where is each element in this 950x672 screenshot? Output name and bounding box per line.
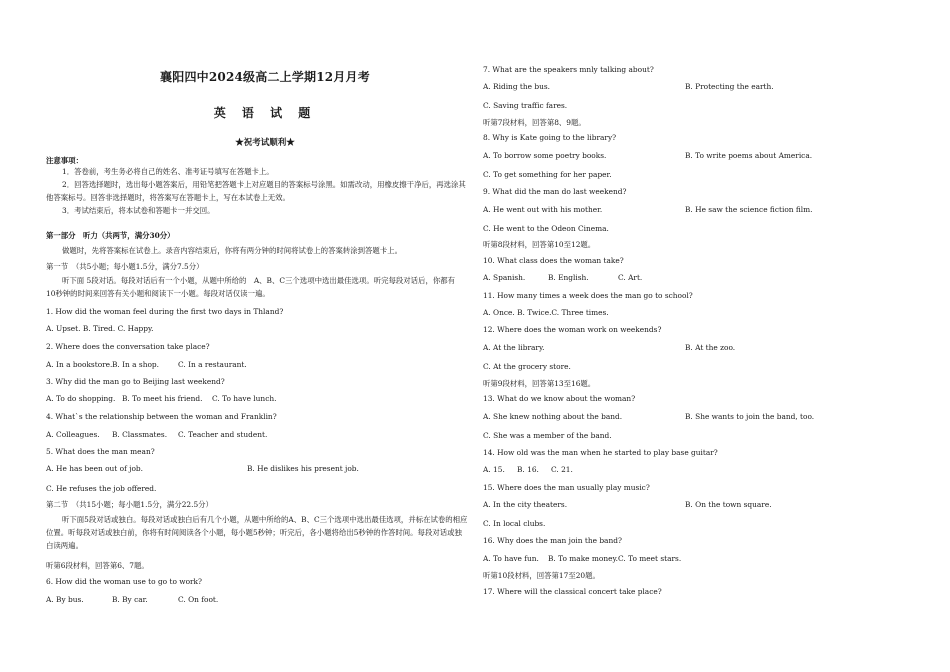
- question-1-options: A. Upset. B. Tired. C. Happy.: [46, 324, 154, 333]
- question-8-option-b: B. To write poems about America.: [685, 151, 813, 160]
- listen-7-instruction: 听第7段材料，回答第8、9题。: [483, 118, 586, 127]
- question-4: 4. What`s the relationship between the woman and Franklin?: [46, 412, 277, 421]
- question-4-option-b: B. Classmates.: [112, 430, 168, 439]
- question-15-option-c: C. In local clubs.: [483, 519, 546, 528]
- question-7-option-c: C. Saving traffic fares.: [483, 101, 568, 110]
- question-12-option-c: C. At the grocery store.: [483, 362, 571, 371]
- question-3-option-c: C. To have lunch.: [212, 394, 277, 403]
- notes-item-2: 2．回答选择题时，选出每小题答案后，用铅笔把答题卡上对应题目的答案标号涂黑。如需改动，用橡皮擦干净后，再选涂其他答案标号。回答非选择题时，将答案写在答题卡上，写在本试卷上无效。: [46, 180, 466, 202]
- question-15-option-b: B. On the town square.: [685, 500, 772, 509]
- question-17: 17. Where will the classical concert take place?: [483, 587, 662, 596]
- question-5-option-c: C. He refuses the job offered.: [46, 484, 157, 493]
- part1-heading: 第一部分 听力（共两节，满分30分）: [46, 231, 175, 240]
- listen-9-instruction: 听第9段材料，回答第13至16题。: [483, 379, 596, 388]
- question-5-option-a: A. He has been out of job.: [46, 464, 143, 473]
- question-6-option-c: C. On foot.: [178, 595, 219, 604]
- question-8-option-c: C. To get something for her paper.: [483, 170, 612, 179]
- question-16-option-a: A. To have fun.: [483, 554, 539, 563]
- question-11-options: A. Once. B. Twice.C. Three times.: [483, 308, 609, 317]
- question-9-option-b: B. He saw the science fiction film.: [685, 205, 813, 214]
- listen-10-instruction: 听第10段材料，回答第17至20题。: [483, 571, 600, 580]
- question-10: 10. What class does the woman take?: [483, 256, 624, 265]
- question-14-option-b: B. 16.: [517, 465, 539, 474]
- question-11: 11. How many times a week does the man go to school?: [483, 291, 693, 300]
- question-15: 15. Where does the man usually play music?: [483, 483, 650, 492]
- listen-6-instruction: 听第6段材料，回答第6、7题。: [46, 561, 149, 570]
- question-6-option-b: B. By car.: [112, 595, 148, 604]
- question-9: 9. What did the man do last weekend?: [483, 187, 627, 196]
- question-15-option-a: A. In the city theaters.: [483, 500, 568, 509]
- part1-intro: 做题时，先将答案标在试卷上。录音内容结束后，你将有两分钟的时间将试卷上的答案转涂到答题卡上。: [62, 246, 402, 255]
- question-6-option-a: A. By bus.: [46, 595, 84, 604]
- section2-heading: 第二节 （共15小题；每小题1.5分，满分22.5分）: [46, 500, 213, 509]
- exam-wish: ★祝考试顺利★: [235, 138, 295, 148]
- question-10-option-b: B. English.: [548, 273, 589, 282]
- question-9-option-c: C. He went to the Odeon Cinema.: [483, 224, 609, 233]
- question-5: 5. What does the man mean?: [46, 447, 155, 456]
- question-8: 8. Why is Kate going to the library?: [483, 133, 617, 142]
- question-13-option-a: A. She knew nothing about the band.: [483, 412, 623, 421]
- section1-heading: 第一节 （共5小题；每小题1.5分，满分7.5分）: [46, 262, 204, 271]
- question-12-option-b: B. At the zoo.: [685, 343, 736, 352]
- question-10-option-a: A. Spanish.: [483, 273, 526, 282]
- question-14-option-c: C. 21.: [551, 465, 573, 474]
- question-9-option-a: A. He went out with his mother.: [483, 205, 603, 214]
- question-2: 2. Where does the conversation take place?: [46, 342, 210, 351]
- question-14: 14. How old was the man when he started to play base guitar?: [483, 448, 718, 457]
- question-10-option-c: C. Art.: [618, 273, 643, 282]
- question-7-option-b: B. Protecting the earth.: [685, 82, 774, 91]
- question-13-option-c: C. She was a member of the band.: [483, 431, 612, 440]
- question-7: 7. What are the speakers mnly talking about?: [483, 65, 654, 74]
- question-2-option-b: B. In a shop.: [112, 360, 159, 369]
- section1-intro: 听下面 5段对话。每段对话后有一个小题，从题中所给的 A、B、C三个选项中选出最佳选项。听完每段对话后，你都有 10秒钟的时间来回答有关小题和阅读下一小题。每段对话仅读一遍。: [46, 276, 463, 298]
- question-16-option-bc: B. To make money.C. To meet stars.: [548, 554, 682, 563]
- question-1: 1. How did the woman feel during the first two days in Thland?: [46, 307, 284, 316]
- question-12-option-a: A. At the library.: [483, 343, 545, 352]
- question-4-option-a: A. Colleagues.: [46, 430, 100, 439]
- question-8-option-a: A. To borrow some poetry books.: [483, 151, 607, 160]
- question-12: 12. Where does the woman work on weekends?: [483, 325, 662, 334]
- question-16: 16. Why does the man join the band?: [483, 536, 622, 545]
- exam-subject: 英 语 试 题: [213, 106, 317, 120]
- section2-intro: 听下面5段对话或独白。每段对话或独白后有几个小题，从题中所给的A、B、C三个选项中选出最佳选项，并标在试卷的相应位置。听每段对话或独白前，你将有时间阅读各个小题，每小题5秒钟；听完后，各小题将给出5秒钟的作答时间。每段对话或独白读两遍。: [46, 515, 468, 550]
- question-6: 6. How did the woman use to go to work?: [46, 577, 202, 586]
- question-14-option-a: A. 15.: [483, 465, 505, 474]
- notes-item-1: 1．答卷前，考生务必将自己的姓名、准考证号填写在答题卡上。: [62, 167, 274, 176]
- question-7-option-a: A. Riding the bus.: [483, 82, 550, 91]
- question-4-option-c: C. Teacher and student.: [178, 430, 268, 439]
- question-2-option-c: C. In a restaurant.: [178, 360, 247, 369]
- question-13: 13. What do we know about the woman?: [483, 394, 636, 403]
- listen-8-instruction: 听第8段材料，回答第10至12题。: [483, 240, 596, 249]
- question-3: 3. Why did the man go to Beijing last weekend?: [46, 377, 225, 386]
- question-2-option-a: A. In a bookstore.: [46, 360, 113, 369]
- question-5-option-b: B. He dislikes his present job.: [247, 464, 359, 473]
- question-3-option-b: B. To meet his friend.: [122, 394, 203, 403]
- notes-heading: 注意事项：: [46, 156, 83, 165]
- question-13-option-b: B. She wants to join the band, too.: [685, 412, 815, 421]
- exam-title: 襄阳四中2024级高二上学期12月月考: [160, 70, 370, 84]
- question-3-option-a: A. To do shopping.: [46, 394, 116, 403]
- notes-item-3: 3．考试结束后，将本试卷和答题卡一并交回。: [62, 206, 215, 215]
